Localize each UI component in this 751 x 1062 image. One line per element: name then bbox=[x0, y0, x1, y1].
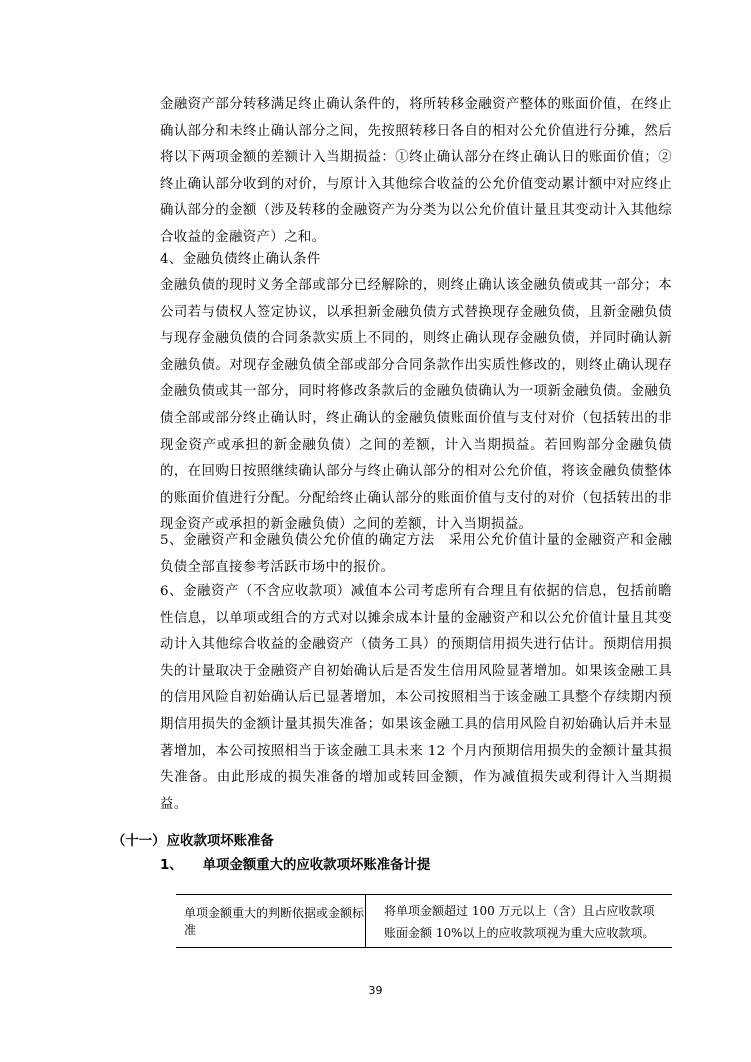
page-number: 39 bbox=[368, 984, 383, 997]
sub-heading-title: 单项金额重大的应收款项坏账准备计提 bbox=[202, 858, 431, 873]
section-heading-number: （十一） bbox=[112, 834, 166, 849]
paragraph-partial-transfer: 金融资产部分转移满足终止确认条件的，将所转移金融资产整体的账面价值，在终止确认部分和未终止确认部分之间，先按照转移日各自的相对公允价值进行分摊，然后将以下两项金额的差额计入当期损益：①终止确认部分在终止确认日的账面价值；②终止确认部分收到的对价，与原计入其他综合收益的公允价值变动累计额中对应终止确认部分的金额（涉及转移的金融资产为分类为以公允价值计量且其变动计入其他综合收益的金融资产）之和。 bbox=[160, 97, 672, 245]
paragraph-fair-value: 5、金融资产和金融负债公允价值的确定方法 采用公允价值计量的金融资产和金融负债全部直接参考活跃市场中的报价。 bbox=[160, 533, 672, 575]
section-heading bbox=[112, 832, 274, 852]
paragraph-liability-derecognition: 金融负债的现时义务全部或部分已经解除的，则终止确认该金融负债或其一部分；本公司若与债权人签定协议，以承担新金融负债方式替换现存金融负债，且新金融负债与现存金融负债的合同条款实质上不同的，则终止确认现存金融负债，并同时确认新金融负债。对现存金融负债全部或部分合同条款作出实质性修改的，则终止确认现存金融负债或其一部分，同时将修改条款后的金融负债确认为一项新金融负债。金融负债全部或部分终止确认时，终止确认的金融负债账面价值与支付对价（包括转出的非现金资产或承担的新金融负债）之间的差额，计入当期损益。若回购部分金融负债的，在回购日按照继续确认部分与终止确认部分的相对公允价值，将该金融负债整体的账面价值进行分配。分配给终止确认部分的账面价值与支付的对价（包括转出的非现金资产或承担的新金融负债）之间的差额，计入当期损益。 bbox=[160, 278, 672, 533]
significant-receivable-table bbox=[176, 894, 672, 948]
paragraph-impairment: 6、金融资产（不含应收款项）减值本公司考虑所有合理且有依据的信息，包括前瞻性信息，以单项或组合的方式对以摊余成本计量的金融资产和以公允价值计量且其变动计入其他综合收益的金融资产（债务工具）的预期信用损失进行估计。预期信用损失的计量取决于金融资产自初始确认后是否发生信用风险显著增加。如果该金融工具的信用风险自初始确认后已显著增加，本公司按照相当于该金融工具整个存续期内预期信用损失的金额计量其损失准备；如果该金融工具的信用风险自初始确认后并未显著增加，本公司按照相当于该金融工具未来 12 个月内预期信用损失的金额计量其损失准备。由此形成的损失准备的增加或转回金额，作为减值损失或利得计入当期损益。 bbox=[160, 584, 672, 812]
sub-heading bbox=[160, 856, 430, 876]
section-heading-title: 应收款项坏账准备 bbox=[166, 834, 274, 849]
table-label-cell: 单项金额重大的判断依据或金额标准 bbox=[176, 895, 366, 947]
table-value-cell: 将单项金额超过 100 万元以上（含）且占应收款项账面金额 10%以上的应收款项视为重大应收款项。 bbox=[384, 904, 655, 940]
paragraph-liability-heading: 4、金融负债终止确认条件 bbox=[160, 252, 321, 267]
sub-heading-number: 1、 bbox=[160, 858, 183, 873]
